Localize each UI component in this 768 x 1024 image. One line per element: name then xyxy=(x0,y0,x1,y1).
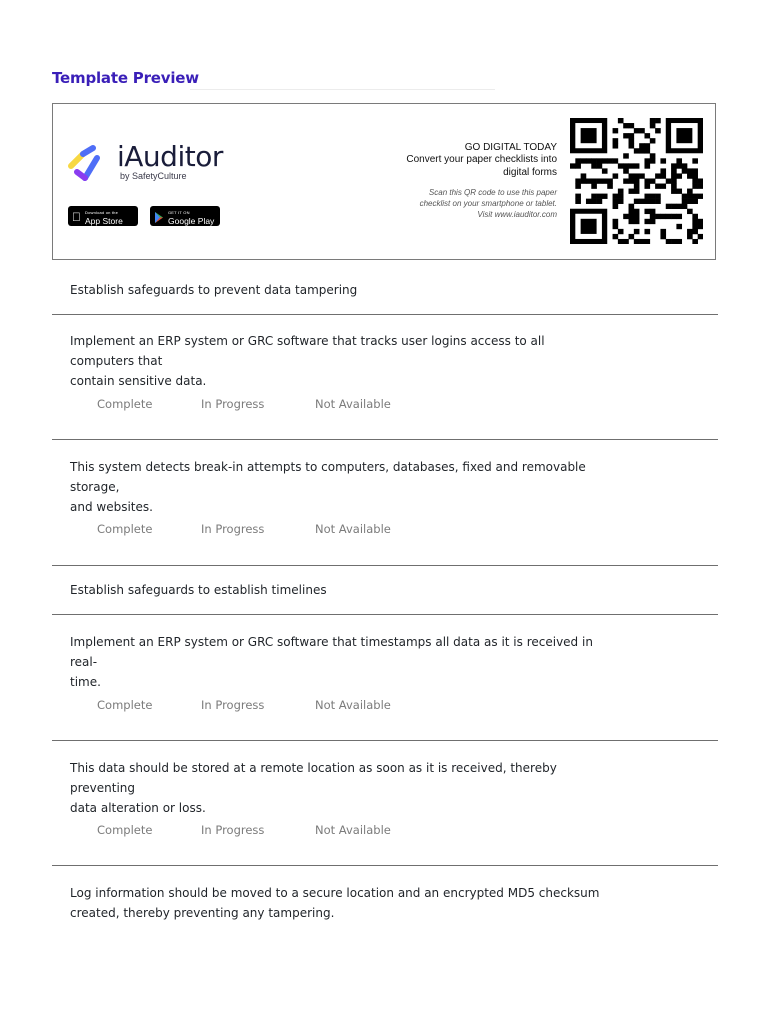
item-line: This system detects break-in attempts to computers, databases, fixed and removable storage, xyxy=(70,460,586,494)
divider xyxy=(52,865,718,866)
checklist-item-text xyxy=(70,331,600,391)
qr-note-line-2: checklist on your smartphone or tablet. xyxy=(419,199,557,208)
option-complete[interactable]: Complete xyxy=(97,698,153,712)
promo-line-1: Convert your paper checklists into xyxy=(406,154,557,165)
checklist-item-text xyxy=(70,632,600,692)
item-line: time. xyxy=(70,675,101,689)
option-in-progress[interactable]: In Progress xyxy=(201,397,265,411)
item-line: Implement an ERP system or GRC software that timestamps all data as it is received in real- xyxy=(70,635,593,669)
app-store-small: Download on the xyxy=(76,209,110,215)
checklist-item-text xyxy=(70,758,600,818)
section-title: Establish safeguards to establish timelines xyxy=(70,583,327,597)
option-not-available[interactable]: Not Available xyxy=(315,823,391,837)
option-in-progress[interactable]: In Progress xyxy=(201,698,265,712)
option-not-available[interactable]: Not Available xyxy=(315,698,391,712)
item-line: and websites. xyxy=(70,500,153,514)
qr-note-line-3: Visit www.iauditor.com xyxy=(477,210,557,219)
divider xyxy=(52,439,718,440)
app-store-badge[interactable] xyxy=(68,206,138,226)
divider xyxy=(52,740,718,741)
item-line: Log information should be moved to a secure location and an encrypted MD5 checksum xyxy=(70,886,600,900)
item-line: Implement an ERP system or GRC software that tracks user logins access to all computers that xyxy=(70,334,545,368)
item-line: created, thereby preventing any tampering. xyxy=(70,906,335,920)
checklist-item-text xyxy=(70,457,600,517)
option-complete[interactable]: Complete xyxy=(97,522,153,536)
option-not-available[interactable]: Not Available xyxy=(315,397,391,411)
divider xyxy=(52,614,718,615)
app-store-big: App Store xyxy=(76,215,114,226)
promo-line-2: digital forms xyxy=(503,167,557,178)
promo-heading: GO DIGITAL TODAY xyxy=(464,142,557,153)
promo-banner xyxy=(52,103,716,260)
divider xyxy=(52,565,718,566)
brand-subtitle: by SafetyCulture xyxy=(120,171,187,181)
google-play-small: GET IT ON xyxy=(168,209,190,215)
option-in-progress[interactable]: In Progress xyxy=(201,823,265,837)
google-play-badge[interactable] xyxy=(150,206,220,226)
brand-name: iAuditor xyxy=(117,140,223,173)
qr-code-icon[interactable] xyxy=(570,118,703,244)
page-title: Template Preview xyxy=(52,69,199,87)
apple-icon xyxy=(72,211,81,223)
option-not-available[interactable]: Not Available xyxy=(315,522,391,536)
option-complete[interactable]: Complete xyxy=(97,397,153,411)
item-line: data alteration or loss. xyxy=(70,801,206,815)
qr-note-line-1: Scan this QR code to use this paper xyxy=(428,188,557,197)
iauditor-logo-icon xyxy=(67,144,113,184)
divider xyxy=(52,314,718,315)
section-title: Establish safeguards to prevent data tampering xyxy=(70,283,358,297)
option-in-progress[interactable]: In Progress xyxy=(201,522,265,536)
checklist-item-text xyxy=(70,883,600,923)
option-complete[interactable]: Complete xyxy=(97,823,153,837)
google-play-big: Google Play xyxy=(168,215,215,226)
promo-text xyxy=(297,142,557,220)
title-divider xyxy=(190,89,495,90)
item-line: This data should be stored at a remote location as soon as it is received, thereby preventing xyxy=(70,761,557,795)
item-line: contain sensitive data. xyxy=(70,374,207,388)
google-play-icon xyxy=(154,212,164,223)
